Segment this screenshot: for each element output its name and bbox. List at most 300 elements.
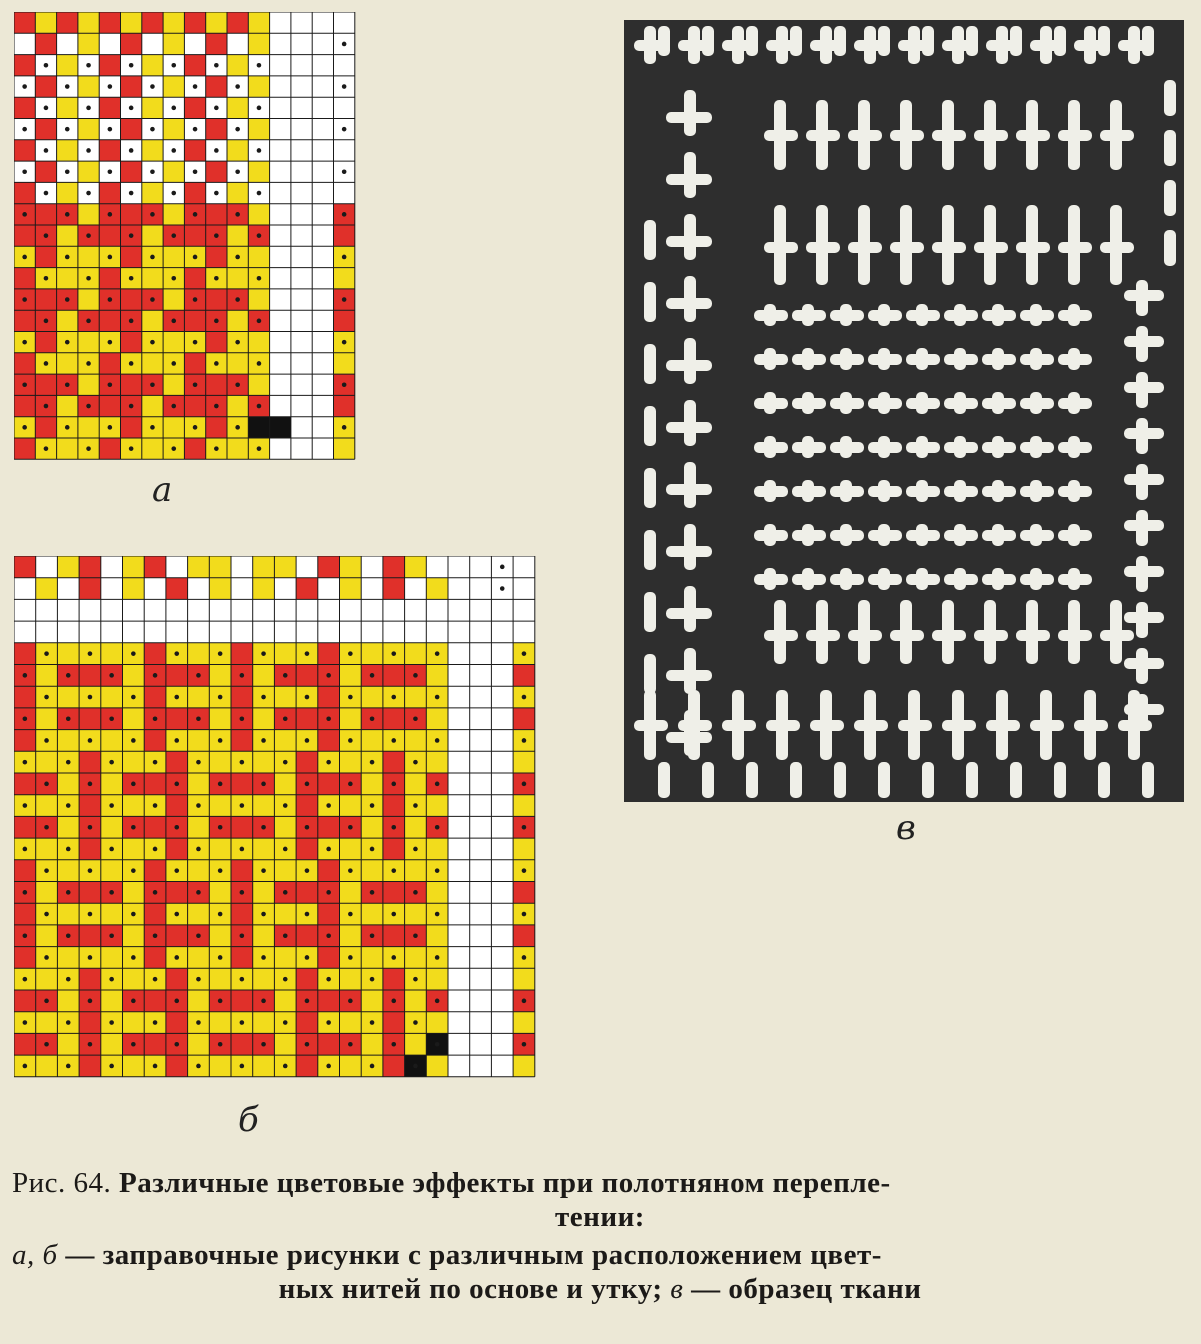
grid-cell <box>296 556 318 578</box>
grid-cell <box>291 119 312 140</box>
grid-cell <box>99 353 120 374</box>
thread-float <box>1068 304 1080 326</box>
grid-cell <box>340 621 362 643</box>
thread-float <box>666 422 712 433</box>
thread-float <box>1124 382 1164 393</box>
cell-dot <box>240 977 245 982</box>
cell-dot <box>86 446 91 451</box>
grid-cell <box>270 12 291 33</box>
cell-dot <box>150 255 155 260</box>
grid-cell <box>99 268 120 289</box>
thread-float <box>954 304 966 326</box>
grid-cell <box>296 708 318 730</box>
grid-cell <box>448 643 470 665</box>
grid-cell <box>513 708 535 730</box>
cell-dot <box>23 673 28 678</box>
grid-cell <box>123 578 145 600</box>
grid-cell <box>312 55 333 76</box>
grid-cell <box>36 621 58 643</box>
grid-cell <box>296 621 318 643</box>
thread-float <box>898 40 928 51</box>
grid-cell <box>340 882 362 904</box>
cell-dot <box>435 738 440 743</box>
grid-cell <box>491 1012 513 1034</box>
grid-cell <box>426 968 448 990</box>
grid-cell <box>79 621 101 643</box>
grid-cell <box>121 33 142 54</box>
cell-dot <box>108 255 113 260</box>
cell-dot <box>261 782 266 787</box>
grid-cell <box>14 990 36 1012</box>
grid-cell <box>188 816 210 838</box>
thread-float <box>802 348 814 370</box>
caption-legend-line2 <box>12 1272 1188 1306</box>
grid-cell <box>426 795 448 817</box>
grid-cell <box>166 556 188 578</box>
thread-float <box>878 392 890 414</box>
grid-cell <box>491 882 513 904</box>
cell-dot <box>391 738 396 743</box>
cell-dot <box>150 425 155 430</box>
grid-cell <box>334 268 355 289</box>
grid-cell <box>79 751 101 773</box>
cell-dot <box>391 912 396 917</box>
grid-cell <box>248 204 269 225</box>
cell-dot <box>218 825 223 830</box>
thread-float <box>840 436 852 458</box>
grid-cell <box>274 816 296 838</box>
grid-cell <box>36 795 58 817</box>
cell-dot <box>257 233 262 238</box>
cell-dot <box>86 276 91 281</box>
grid-cell <box>14 395 35 416</box>
cell-dot <box>342 169 347 174</box>
cell-dot <box>153 1020 158 1025</box>
cell-dot <box>218 738 223 743</box>
grid-cell <box>426 708 448 730</box>
thread-float <box>1016 242 1050 253</box>
grid-cell <box>144 773 166 795</box>
grid-cell <box>448 556 470 578</box>
grid-cell <box>318 773 340 795</box>
cell-dot <box>370 760 375 765</box>
grid-cell <box>340 556 362 578</box>
thread-float <box>986 40 1016 51</box>
grid-cell <box>513 968 535 990</box>
cell-dot <box>391 955 396 960</box>
grid-cell <box>274 686 296 708</box>
grid-cell <box>121 332 142 353</box>
grid-cell <box>123 795 145 817</box>
grid-cell <box>184 353 205 374</box>
grid-cell <box>274 599 296 621</box>
grid-cell <box>36 751 58 773</box>
grid-cell <box>57 225 78 246</box>
cell-dot <box>235 425 240 430</box>
thread-float <box>840 480 852 502</box>
caption-title-part1: Различные цветовые эффекты при полотняном перепле- <box>119 1167 891 1199</box>
grid-cell <box>78 119 99 140</box>
thread-float <box>802 436 814 458</box>
grid-cell <box>513 556 535 578</box>
grid-cell <box>142 33 163 54</box>
grid-cell <box>79 1055 101 1077</box>
cell-dot <box>108 84 113 89</box>
thread-float <box>666 236 712 247</box>
cell-dot <box>65 127 70 132</box>
cell-dot <box>174 912 179 917</box>
cell-dot <box>370 673 375 678</box>
grid-cell <box>14 599 36 621</box>
cell-dot <box>522 738 527 743</box>
grid-cell <box>209 795 231 817</box>
cell-dot <box>342 297 347 302</box>
grid-cell <box>253 882 275 904</box>
grid-cell <box>78 12 99 33</box>
grid-cell <box>184 310 205 331</box>
weave-draft-b <box>14 556 536 1094</box>
thread-float <box>954 524 966 546</box>
cell-dot <box>348 738 353 743</box>
grid-cell <box>470 730 492 752</box>
cell-dot <box>44 738 49 743</box>
cell-dot <box>44 825 49 830</box>
cell-dot <box>86 233 91 238</box>
cell-dot <box>196 803 201 808</box>
cell-dot <box>283 977 288 982</box>
thread-float <box>878 524 890 546</box>
grid-cell <box>296 925 318 947</box>
cell-dot <box>174 651 179 656</box>
grid-cell <box>123 708 145 730</box>
cell-dot <box>435 825 440 830</box>
grid-cell <box>470 816 492 838</box>
thread-float <box>916 348 928 370</box>
grid-cell <box>383 708 405 730</box>
cell-dot <box>342 340 347 345</box>
thread-float <box>1124 336 1164 347</box>
thread-float <box>1100 130 1134 141</box>
thread-float <box>764 130 798 141</box>
grid-cell <box>383 838 405 860</box>
grid-cell <box>448 708 470 730</box>
grid-cell <box>36 1055 58 1077</box>
grid-cell <box>231 816 253 838</box>
grid-cell <box>78 76 99 97</box>
grid-cell <box>448 990 470 1012</box>
cell-dot <box>283 760 288 765</box>
grid-cell <box>312 225 333 246</box>
grid-cell <box>296 882 318 904</box>
cell-dot <box>174 738 179 743</box>
thread-float <box>932 242 966 253</box>
cell-dot <box>235 212 240 217</box>
thread-float <box>848 242 882 253</box>
grid-cell <box>206 332 227 353</box>
cell-dot <box>235 169 240 174</box>
cell-dot <box>261 955 266 960</box>
grid-cell <box>270 182 291 203</box>
thread-float <box>1068 524 1080 546</box>
thread-float <box>890 242 924 253</box>
grid-cell <box>448 578 470 600</box>
grid-cell <box>270 332 291 353</box>
cell-dot <box>88 738 93 743</box>
grid-cell <box>270 395 291 416</box>
cell-dot <box>370 933 375 938</box>
cell-dot <box>66 1020 71 1025</box>
grid-cell <box>312 140 333 161</box>
grid-cell <box>513 599 535 621</box>
grid-cell <box>57 395 78 416</box>
grid-cell <box>14 97 35 118</box>
cell-dot <box>435 1042 440 1047</box>
grid-cell <box>253 795 275 817</box>
grid-cell <box>270 161 291 182</box>
thread-float <box>634 720 668 731</box>
cell-dot <box>150 340 155 345</box>
grid-cell <box>57 353 78 374</box>
grid-cell <box>188 990 210 1012</box>
grid-cell <box>184 438 205 459</box>
grid-cell <box>361 730 383 752</box>
thread-float <box>802 480 814 502</box>
grid-cell <box>163 12 184 33</box>
cell-dot <box>342 127 347 132</box>
cell-dot <box>214 446 219 451</box>
thread-float <box>764 524 776 546</box>
grid-cell <box>206 246 227 267</box>
cell-dot <box>218 1042 223 1047</box>
grid-cell <box>291 204 312 225</box>
grid-cell <box>296 578 318 600</box>
cell-dot <box>66 803 71 808</box>
cell-dot <box>435 651 440 656</box>
cell-dot <box>150 382 155 387</box>
grid-cell <box>14 1033 36 1055</box>
thread-float <box>644 406 656 446</box>
thread-float <box>764 630 798 641</box>
grid-cell <box>144 599 166 621</box>
grid-cell <box>361 816 383 838</box>
cell-dot <box>435 695 440 700</box>
thread-float <box>916 304 928 326</box>
cell-dot <box>44 955 49 960</box>
cell-dot <box>65 169 70 174</box>
grid-cell <box>448 1033 470 1055</box>
thread-float <box>916 480 928 502</box>
grid-cell <box>248 12 269 33</box>
cell-dot <box>44 319 49 324</box>
cell-dot <box>129 148 134 153</box>
grid-cell <box>470 925 492 947</box>
grid-cell <box>79 708 101 730</box>
grid-cell <box>166 621 188 643</box>
cell-dot <box>153 933 158 938</box>
grid-cell <box>144 643 166 665</box>
grid-cell <box>318 578 340 600</box>
grid-cell <box>121 246 142 267</box>
cell-dot <box>218 912 223 917</box>
grid-cell <box>361 686 383 708</box>
grid-cell <box>78 204 99 225</box>
grid-cell <box>166 968 188 990</box>
cell-dot <box>522 651 527 656</box>
thread-float <box>954 348 966 370</box>
grid-cell <box>57 860 79 882</box>
thread-float <box>848 130 882 141</box>
grid-cell <box>101 643 123 665</box>
cell-dot <box>153 716 158 721</box>
grid-cell <box>209 751 231 773</box>
grid-cell <box>270 310 291 331</box>
grid-cell <box>334 353 355 374</box>
grid-cell <box>470 556 492 578</box>
thread-float <box>932 630 966 641</box>
cell-dot <box>391 782 396 787</box>
grid-cell <box>291 374 312 395</box>
cell-dot <box>214 148 219 153</box>
cell-dot <box>196 1020 201 1025</box>
thread-float <box>666 298 712 309</box>
thread-float <box>1124 428 1164 439</box>
grid-cell <box>448 903 470 925</box>
cell-dot <box>326 803 331 808</box>
grid-cell <box>405 816 427 838</box>
grid-cell <box>99 310 120 331</box>
cell-dot <box>413 890 418 895</box>
cell-dot <box>23 933 28 938</box>
thread-float <box>678 40 708 51</box>
cell-dot <box>257 319 262 324</box>
grid-cell <box>405 903 427 925</box>
thread-float <box>878 762 890 798</box>
grid-cell <box>188 643 210 665</box>
thread-float <box>1030 720 1064 731</box>
grid-cell <box>361 599 383 621</box>
cell-dot <box>131 825 136 830</box>
grid-cell <box>448 925 470 947</box>
grid-cell <box>14 33 35 54</box>
thread-float <box>954 436 966 458</box>
grid-cell <box>231 599 253 621</box>
grid-cell <box>188 773 210 795</box>
grid-cell <box>166 708 188 730</box>
grid-cell <box>291 140 312 161</box>
grid-cell <box>340 578 362 600</box>
grid-cell <box>101 816 123 838</box>
grid-cell <box>274 990 296 1012</box>
grid-cell <box>334 310 355 331</box>
thread-float <box>1030 524 1042 546</box>
grid-cell <box>426 578 448 600</box>
grid-cell <box>163 417 184 438</box>
grid-cell <box>231 578 253 600</box>
thread-float <box>810 40 840 51</box>
cell-dot <box>88 825 93 830</box>
cell-dot <box>235 297 240 302</box>
thread-float <box>954 480 966 502</box>
grid-cell <box>253 556 275 578</box>
grid-cell <box>470 968 492 990</box>
cell-dot <box>261 999 266 1004</box>
cell-dot <box>348 1042 353 1047</box>
thread-float <box>1164 80 1176 116</box>
grid-cell <box>231 990 253 1012</box>
cell-dot <box>214 63 219 68</box>
grid-cell <box>14 816 36 838</box>
grid-cell <box>383 621 405 643</box>
grid-cell <box>253 665 275 687</box>
grid-cell <box>270 374 291 395</box>
thread-float <box>666 484 712 495</box>
cell-dot <box>235 255 240 260</box>
cell-dot <box>88 999 93 1004</box>
grid-cell <box>248 161 269 182</box>
cell-dot <box>129 106 134 111</box>
cell-dot <box>193 340 198 345</box>
grid-cell <box>123 838 145 860</box>
cell-dot <box>348 825 353 830</box>
cell-dot <box>214 276 219 281</box>
grid-cell <box>14 903 36 925</box>
grid-cell <box>188 578 210 600</box>
cell-dot <box>413 933 418 938</box>
thread-float <box>890 130 924 141</box>
grid-cell <box>231 730 253 752</box>
grid-cell <box>296 599 318 621</box>
grid-cell <box>144 947 166 969</box>
grid-cell <box>79 838 101 860</box>
caption-legend-ab: а, б <box>12 1239 58 1271</box>
grid-cell <box>166 751 188 773</box>
thread-float <box>974 130 1008 141</box>
caption-legend-v-text: — образец ткани <box>683 1273 922 1305</box>
grid-cell <box>57 686 79 708</box>
thread-float <box>764 480 776 502</box>
grid-cell <box>57 578 79 600</box>
cell-dot <box>235 84 240 89</box>
thread-float <box>1164 180 1176 216</box>
grid-cell <box>14 140 35 161</box>
cell-dot <box>131 1042 136 1047</box>
thread-float <box>1030 436 1042 458</box>
thread-float <box>840 524 852 546</box>
grid-cell <box>405 773 427 795</box>
grid-cell <box>470 1012 492 1034</box>
grid-cell <box>188 686 210 708</box>
grid-cell <box>99 438 120 459</box>
grid-cell <box>253 708 275 730</box>
thread-float <box>644 282 656 322</box>
cell-dot <box>109 1020 114 1025</box>
grid-cell <box>470 708 492 730</box>
thread-float <box>1124 658 1164 669</box>
thread-float <box>1074 720 1108 731</box>
cell-dot <box>44 1042 49 1047</box>
cell-dot <box>66 847 71 852</box>
grid-cell <box>188 903 210 925</box>
grid-cell <box>206 119 227 140</box>
grid-cell <box>513 1055 535 1077</box>
grid-cell <box>361 643 383 665</box>
grid-cell <box>274 578 296 600</box>
grid-cell <box>291 289 312 310</box>
cell-dot <box>500 565 505 570</box>
grid-cell <box>142 55 163 76</box>
grid-cell <box>491 708 513 730</box>
cell-dot <box>196 977 201 982</box>
